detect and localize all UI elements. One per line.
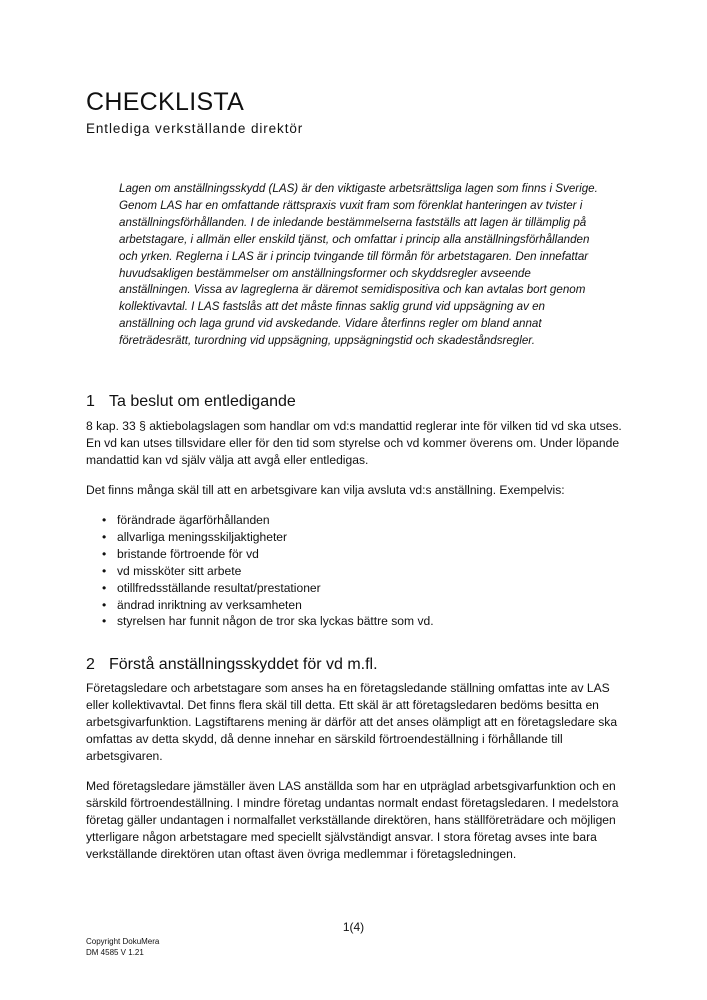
section-2-heading bbox=[86, 656, 378, 674]
list-item: • styrelsen har funnit någon de tror ska lyckas bättre som vd. bbox=[100, 613, 434, 630]
intro-paragraph: Lagen om anställningsskydd (LAS) är den viktigaste arbetsrättsliga lagen som finns i Sverige. Genom LAS har en omfattande rättspraxis vuxit fram som förenklat hanteringen av tvister i anställningsförhållanden. I de inledande bestämmelserna fastställs att lagen är tillämplig på arbetstagare, i allmän eller enskild tjänst, och omfattar i princip alla anställningsförhållanden och yrken. Reglerna i LAS är i princip tvingande till förmån för arbetstagaren. Den innefattar huvudsakligen bestämmelser om anställningsformer och skyddsregler avseende anställningen. Vissa av lagreglerna är däremot semidispositiva och kan avtalas bort genom kollektivavtal. I LAS fastslås att det måste finnas saklig grund vid uppsägning av en anställning och laga grund vid avskedande. Vidare återfinns regler om bland annat företrädesrätt, turordning vid uppsägning, uppsägningstid och skadeståndsregler. bbox=[119, 182, 598, 348]
document-subtitle: Entlediga verkställande direktör bbox=[86, 121, 304, 136]
list-item: • vd missköter sitt arbete bbox=[100, 563, 434, 580]
footer bbox=[86, 937, 159, 958]
section-2-title: Förstå anställningsskyddet för vd m.fl. bbox=[109, 656, 378, 673]
section-2-number: 2 bbox=[86, 656, 95, 673]
section-1-number: 1 bbox=[86, 393, 95, 410]
copyright-text: Copyright DokuMera bbox=[86, 937, 160, 946]
document-title: CHECKLISTA bbox=[86, 88, 245, 116]
section-1-paragraph-1: 8 kap. 33 § aktiebolagslagen som handlar om vd:s mandattid reglerar inte för vilken tid vd ska utses. En vd kan utses tillsvidare eller för den tid som styrelse och vd kommer överens om. Under löpande mandattid kan vd själv välja att avgå eller entledigas. bbox=[86, 419, 622, 467]
list-item: • ändrad inriktning av verksamheten bbox=[100, 597, 434, 614]
reasons-list bbox=[100, 512, 434, 630]
section-1-paragraph-2: Det finns många skäl till att en arbetsgivare kan vilja avsluta vd:s anställning. Exempelvis: bbox=[86, 483, 565, 497]
section-2-paragraph-1: Företagsledare och arbetstagare som anses ha en företagsledande ställning omfattas inte av LAS eller kollektivavtal. Det finns flera skäl till detta. Ett skäl är att företagsledaren bedöms besitta en arbetsgivarfunktion. Lagstiftarens mening är därför att det anses olämpligt att en företagsledare ska omfattas av detta skydd, då denne innehar en särskild förtroendeställning i förhållande till arbetsgivaren. bbox=[86, 681, 618, 763]
section-1-heading bbox=[86, 393, 296, 411]
list-item: • allvarliga meningsskiljaktigheter bbox=[100, 529, 434, 546]
page-number: 1(4) bbox=[342, 920, 365, 934]
list-item: • bristande förtroende för vd bbox=[100, 546, 434, 563]
section-1-title: Ta beslut om entledigande bbox=[109, 393, 296, 410]
document-id: DM 4585 V 1.21 bbox=[86, 947, 144, 957]
list-item: • förändrade ägarförhållanden bbox=[100, 512, 434, 529]
section-2-paragraph-2: Med företagsledare jämställer även LAS anställda som har en utpräglad arbetsgivarfunktion och en särskild förtroendeställning. I mindre företag undantas normalt endast företagsledaren. I medelstora företag gäller undantagen i normalfallet verkställande direktören, hans ställföreträdare och möjligen ytterligare någon arbetstagare med speciellt självständigt ansvar. I stora företag avses inte bara verkställande direktören utan oftast även övriga medlemmar i företagsledningen. bbox=[86, 779, 619, 861]
list-item: • otillfredsställande resultat/prestationer bbox=[100, 580, 434, 597]
